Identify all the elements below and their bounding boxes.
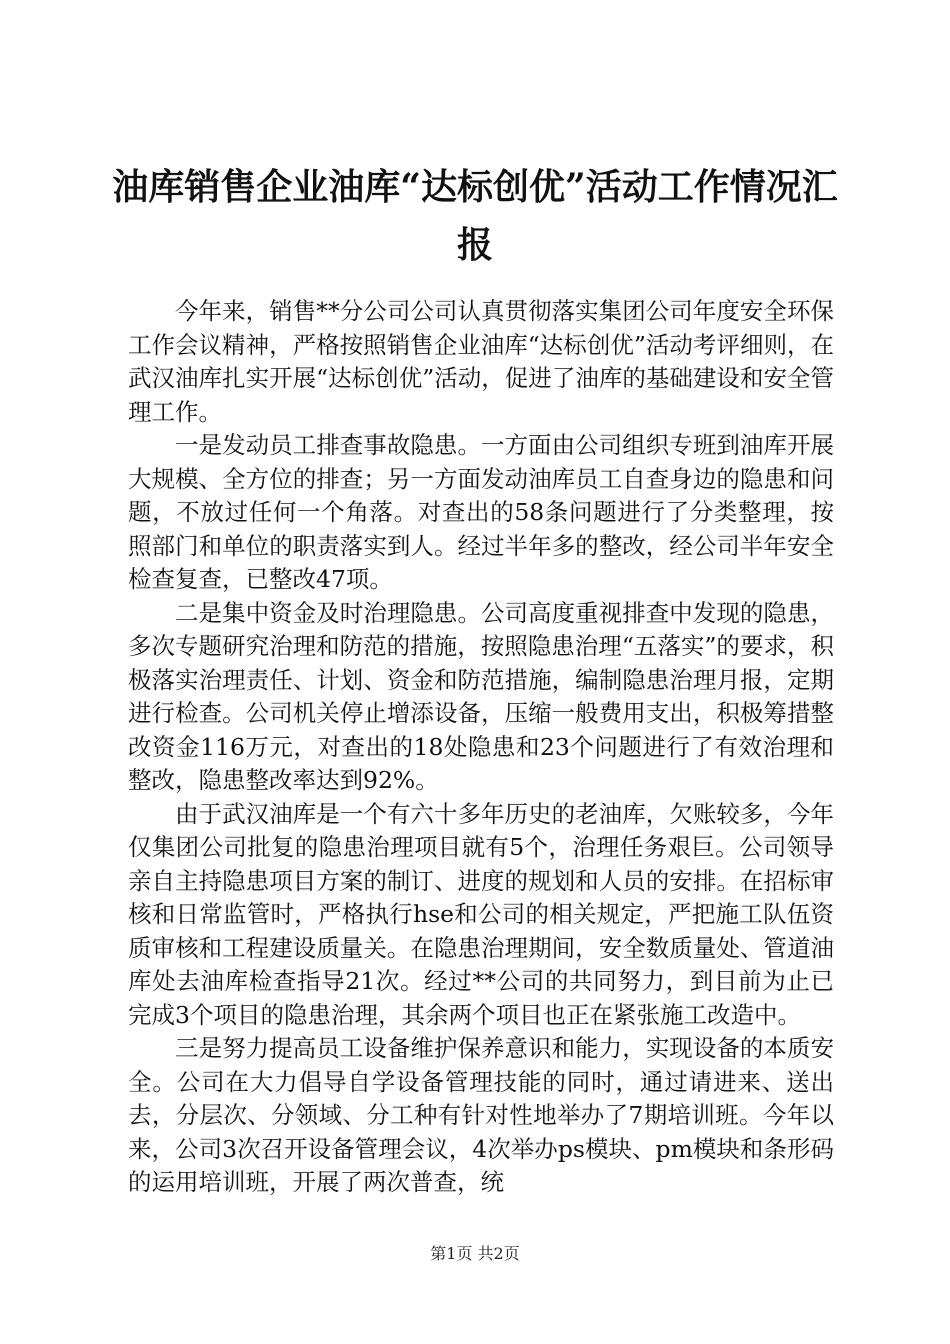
paragraph-wuhan-depot: 由于武汉油库是一个有六十多年历史的老油库，欠账较多，今年仅集团公司批复的隐患治理项目就有5个，治理任务艰巨。公司领导亲自主持隐患项目方案的制订、进度的规划和人员的安排。在招标审核和日常监管时，严格执行hse和公司的相关规定，严把施工队伍资质审核和工程建设质量关。在隐患治理期间，安全数质量处、管道油库处去油库检查指导21次。经过**公司的共同努力，到目前为止已完成3个项目的隐患治理，其余两个项目也正在紧张施工改造中。 xyxy=(128,799,834,1029)
document-body xyxy=(128,295,834,1200)
document-title: 油库销售企业油库“达标创优”活动工作情况汇报 xyxy=(112,166,838,266)
paragraph-hazard-funding: 二是集中资金及时治理隐患。公司高度重视排查中发现的隐患，多次专题研究治理和防范的措施，按照隐患治理“五落实”的要求，积极落实治理责任、计划、资金和防范措施，编制隐患治理月报，定期进行检查。公司机关停止增添设备，压缩一般费用支出，积极筹措整改资金116万元，对查出的18处隐患和23个问题进行了有效治理和整改，隐患整改率达到92%。 xyxy=(128,598,834,794)
paragraph-intro: 今年来，销售**分公司公司认真贯彻落实集团公司年度安全环保工作会议精神，严格按照销售企业油库“达标创优”活动考评细则，在武汉油库扎实开展“达标创优”活动，促进了油库的基础建设和安全管理工作。 xyxy=(128,297,834,426)
paragraph-hazard-investigation: 一是发动员工排查事故隐患。一方面由公司组织专班到油库开展大规模、全方位的排查；另一方面发动油库员工自查身边的隐患和问题，不放过任何一个角落。对查出的58条问题进行了分类整理，按照部门和单位的职责落实到人。经过半年多的整改，经公司半年安全检查复查，已整改47项。 xyxy=(128,431,834,593)
page-number-footer: 第1页 共2页 xyxy=(430,1244,520,1263)
paragraph-equipment-training: 三是努力提高员工设备维护保养意识和能力，实现设备的本质安全。公司在大力倡导自学设备管理技能的同时，通过请进来、送出去，分层次、分领域、分工种有针对性地举办了7期培训班。今年以来，公司3次召开设备管理会议，4次举办ps模块、pm模块和条形码的运用培训班，开展了两次普查，统 xyxy=(128,1034,834,1196)
